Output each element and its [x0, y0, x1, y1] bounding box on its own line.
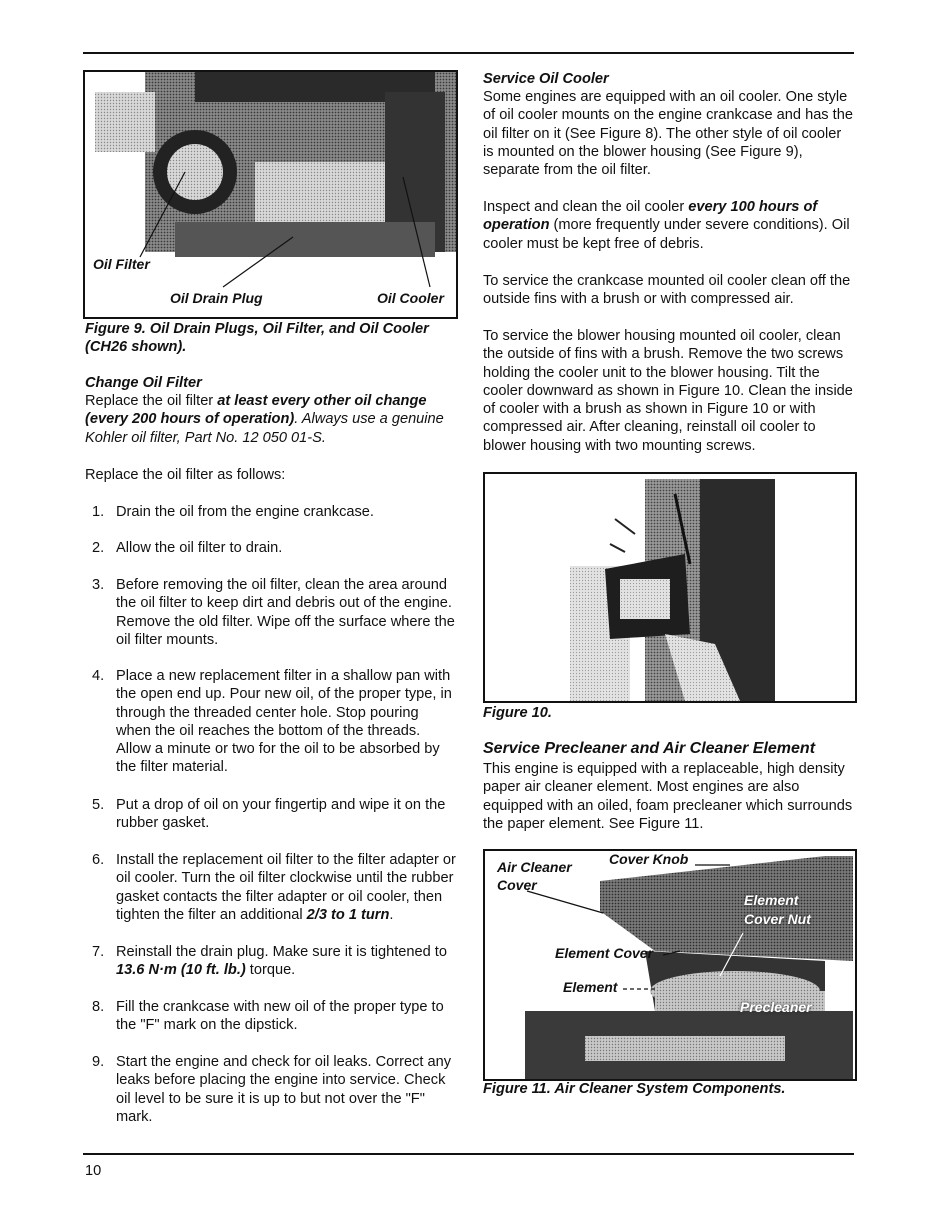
oil-cooler-paragraph-4: To service the blower housing mounted oil cooler, clean the outside of fins with a brush. Remove the two screws holding the cooler unit to the blower housing. Tilt the cooler downward as shown in Figure 10. Clean the inside of cooler with a brush as shown in Figure 10 or with compressed air. After cleaning, reinstall oil cooler to blower housing with two mounting screws. [483, 328, 853, 454]
oil-cooler-label: Oil Cooler [377, 290, 444, 306]
oil-cooler-paragraph-3: To service the crankcase mounted oil cooler clean off the outside fins with a brush or with compressed air. [483, 273, 851, 308]
element-cover-nut-label-line2: Cover Nut [744, 911, 811, 927]
list-item: 8. Fill the crankcase with new oil of the proper type to the "F" mark on the dipstick. [92, 999, 444, 1034]
list-item: 9. Start the engine and check for oil leaks. Correct any leaks before placing the engine into service. Check oil level to be sure it is up to but not over the "F" mark. [92, 1054, 452, 1125]
oil-filter-label: Oil Filter [93, 256, 150, 272]
page-number: 10 [85, 1163, 102, 1179]
bottom-rule [83, 1153, 854, 1155]
figure-11-image [483, 849, 857, 1081]
list-item: 1. Drain the oil from the engine crankcase. [92, 504, 374, 520]
change-oil-filter-intro: Replace the oil filter at least every other oil change (every 200 hours of operation). Always use a genuine Kohler oil filter, Part No. 12 050 01-S. [85, 393, 444, 446]
air-cleaner-photo [485, 851, 855, 1079]
element-label: Element [563, 979, 618, 995]
element-cover-label: Element Cover [555, 945, 654, 961]
air-cleaner-cover-label-line1: Air Cleaner [497, 859, 572, 875]
list-item: 2. Allow the oil filter to drain. [92, 540, 283, 556]
service-oil-cooler-heading: Service Oil Cooler [483, 71, 609, 87]
oil-drain-plug-label: Oil Drain Plug [170, 290, 263, 306]
list-item: 4. Place a new replacement filter in a shallow pan with the open end up. Pour new oil, of the proper type, in through the threaded center hole. Stop pouring when the oil reaches the bottom of the threads. Allow a minute or two for the oil to be absorbed by the filter material. [92, 668, 452, 776]
oil-cooler-photo [485, 474, 855, 701]
list-item: 3. Before removing the oil filter, clean the area around the oil filter to keep dirt and debris out of the engine. Remove the old filter. Wipe off the surface where the oil filter mounts. [92, 577, 455, 648]
top-rule [83, 52, 854, 54]
service-precleaner-heading: Service Precleaner and Air Cleaner Element [483, 740, 816, 757]
list-item: 7. Reinstall the drain plug. Make sure it is tightened to 13.6 N·m (10 ft. lb.) torque. [92, 944, 447, 979]
figure-10-image [483, 472, 857, 703]
engine-photo [85, 72, 456, 317]
figure-11-caption: Figure 11. Air Cleaner System Components. [483, 1081, 786, 1097]
figure-9-caption: Figure 9. Oil Drain Plugs, Oil Filter, and Oil Cooler (CH26 shown). [85, 321, 429, 356]
oil-cooler-paragraph-2: Inspect and clean the oil cooler every 100 hours of operation (more frequently under severe conditions). Oil cooler must be kept free of debris. [483, 199, 850, 252]
cover-knob-label: Cover Knob [609, 851, 689, 867]
list-item: 5. Put a drop of oil on your fingertip and wipe it on the rubber gasket. [92, 797, 446, 832]
change-oil-filter-heading: Change Oil Filter [85, 375, 202, 391]
figure-10-caption: Figure 10. [483, 705, 552, 721]
air-cleaner-cover-label-line2: Cover [497, 877, 537, 893]
element-cover-nut-label-line1: Element [744, 892, 799, 908]
figure-9-image [83, 70, 458, 319]
precleaner-label: Precleaner [740, 999, 812, 1015]
oil-cooler-paragraph-1: Some engines are equipped with an oil cooler. One style of oil cooler mounts on the engine crankcase and has the oil filter on it (See Figure 8). The other style of oil cooler is mounted on the blower housing (See Figure 9), separate from the oil filter. [483, 89, 853, 179]
replace-lead: Replace the oil filter as follows: [85, 467, 286, 483]
list-item: 6. Install the replacement oil filter to the filter adapter or oil cooler. Turn the oil filter clockwise until the rubber gasket contacts the filter adapter or oil cooler, then tighten the filter an additional 2/3 to 1 turn. [92, 852, 456, 923]
precleaner-paragraph: This engine is equipped with a replaceable, high density paper air cleaner element. Most engines are also equipped with an oiled, foam precleaner which surrounds the paper element. See Figure 11. [483, 761, 853, 832]
